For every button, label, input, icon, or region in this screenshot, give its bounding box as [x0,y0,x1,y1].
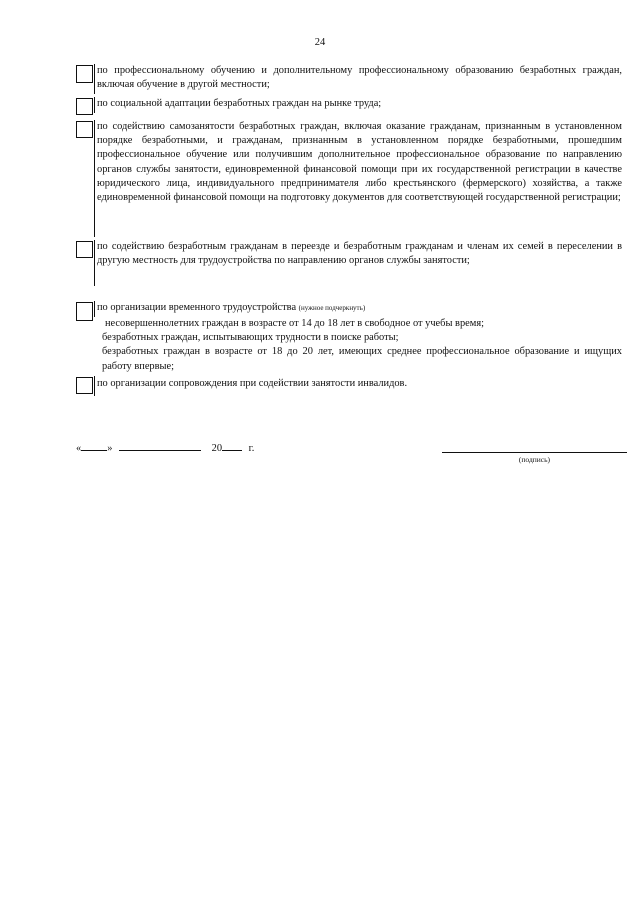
checkbox-disabled-support[interactable] [76,377,93,394]
subitem-young-graduates[interactable]: безработных граждан в возрасте от 18 до 20 лет, имеющих среднее профессиональное образование и ищущих работу впервые; [102,346,622,372]
item-text: по организации временного трудоустройства [97,302,297,313]
item-text: по профессиональному обучению и дополнительному профессиональному образованию безработных граждан, включая обучение в другой местности; [94,64,622,94]
item-text-wrap [94,301,622,317]
list-item-professional-training [76,64,622,94]
item-note: (нужное подчеркнуть) [298,304,366,312]
page-number: 24 [314,37,326,48]
subitem-job-search-difficulty[interactable]: безработных граждан, испытывающих трудности в поиске работы; [102,332,399,344]
list-item-temporary-employment [76,301,622,317]
open-quote: « [76,443,82,454]
checkbox-temporary-employment[interactable] [76,302,93,321]
checkbox-self-employment[interactable] [76,121,93,138]
list-item-relocation [76,240,622,286]
subitem-minors[interactable]: несовершеннолетних граждан в возрасте от 14 до 18 лет в свободное от учебы время; [105,318,484,329]
year-prefix: 20 [211,443,223,454]
signature-caption: (подпись) [518,455,551,464]
list-item-self-employment [76,120,622,237]
close-quote: » [107,443,113,454]
item-text: по организации сопровождения при содействии занятости инвалидов. [94,376,622,396]
item-text: по содействию безработным гражданам в переезде и безработным гражданам и членам их семей в переселении в другую местность для трудоустройства по направлению органов службы занятости; [94,240,622,286]
item-text: по содействию самозанятости безработных граждан, включая оказание гражданам, признанным в установленном порядке безработными, и гражданам, признанным в установленном порядке безработными, прошедшим профессиональное обучение или получившим дополнительное профессиональное образование по направлению органов службы занятости, единовременной финансовой помощи при их государственной регистрации в качестве юридического лица, индивидуального предпринимателя либо крестьянского (фермерского) хозяйства, а также единовременной финансовой помощи на подготовку документов для соответствующей государственной регистрации; [94,120,622,237]
list-item-social-adaptation [76,97,622,113]
date-line [76,440,254,456]
list-item-disabled-support [76,376,622,396]
temporary-employment-subitems [102,317,622,374]
year-field[interactable] [222,440,242,451]
checkbox-professional-training[interactable] [76,65,93,83]
year-suffix: г. [248,443,255,454]
item-text: по социальной адаптации безработных граждан на рынке труда; [94,97,622,113]
checkbox-social-adaptation[interactable] [76,98,93,115]
checkbox-relocation[interactable] [76,241,93,258]
month-field[interactable] [119,440,201,451]
day-field[interactable] [81,440,107,451]
signature-field[interactable] [442,452,627,453]
